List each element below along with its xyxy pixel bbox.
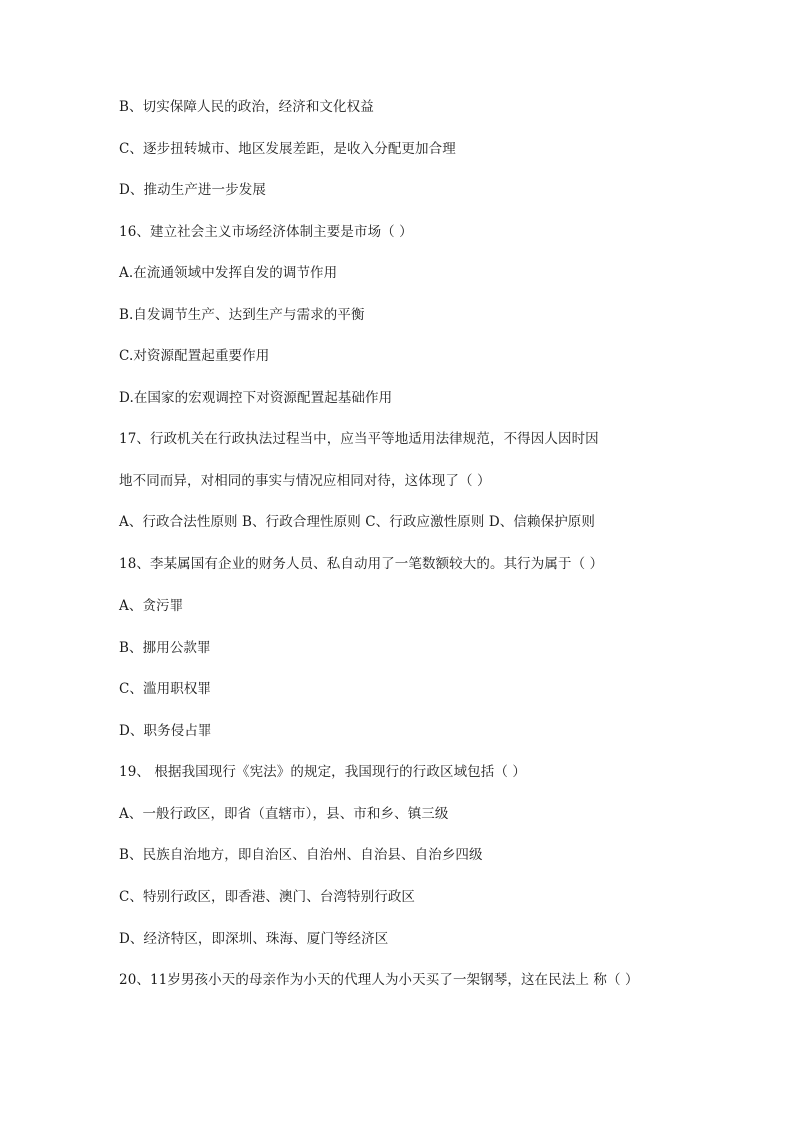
question-16: 16、建立社会主义市场经济体制主要是市场（ ） (119, 224, 413, 240)
option-b-q16: B.自发调节生产、达到生产与需求的平衡 (119, 307, 365, 323)
option-d-q15: D、推动生产进一步发展 (119, 182, 266, 198)
option-d-q16: D.在国家的宏观调控下对资源配置起基础作用 (119, 390, 393, 406)
question-20: 20、11岁男孩小天的母亲作为小天的代理人为小天买了一架钢琴，这在民法上 称（ ） (119, 972, 639, 988)
option-c-q18: C、滥用职权罪 (119, 681, 212, 697)
question-19: 19、 根据我国现行《宪法》的规定，我国现行的行政区域包括（ ） (119, 764, 526, 780)
question-18: 18、李某属国有企业的财务人员、私自动用了一笔数额较大的。其行为属于（ ） (119, 556, 604, 572)
option-d-q18: D、职务侵占罪 (119, 723, 212, 739)
option-c-q16: C.对资源配置起重要作用 (119, 348, 270, 364)
option-a-q18: A、贪污罪 (119, 598, 184, 614)
option-b-q19: B、民族自治地方，即自治区、自治州、自治县、自治乡四级 (119, 847, 483, 863)
option-d-q19: D、经济特区，即深圳、珠海、厦门等经济区 (119, 931, 389, 947)
option-a-q19: A、一般行政区，即省（直辖市），县、市和乡、镇三级 (119, 806, 449, 822)
question-17-line-1: 17、行政机关在行政执法过程当中，应当平等地适用法律规范，不得因人因时因 (119, 431, 599, 447)
question-17-line-2: 地不同而异，对相同的事实与情况应相同对待，这体现了（ ） (119, 473, 491, 489)
option-c-q19: C、特别行政区，即香港、澳门、台湾特别行政区 (119, 889, 416, 905)
option-b-q18: B、挪用公款罪 (119, 640, 211, 656)
option-c-q15: C、逐步扭转城市、地区发展差距，是收入分配更加合理 (119, 141, 456, 157)
option-a-q16: A.在流通领域中发挥自发的调节作用 (119, 265, 338, 281)
options-q17: A、行政合法性原则 B、行政合理性原则 C、行政应激性原则 D、信赖保护原则 (119, 514, 595, 530)
option-b-q15: B、切实保障人民的政治，经济和文化权益 (119, 99, 374, 115)
